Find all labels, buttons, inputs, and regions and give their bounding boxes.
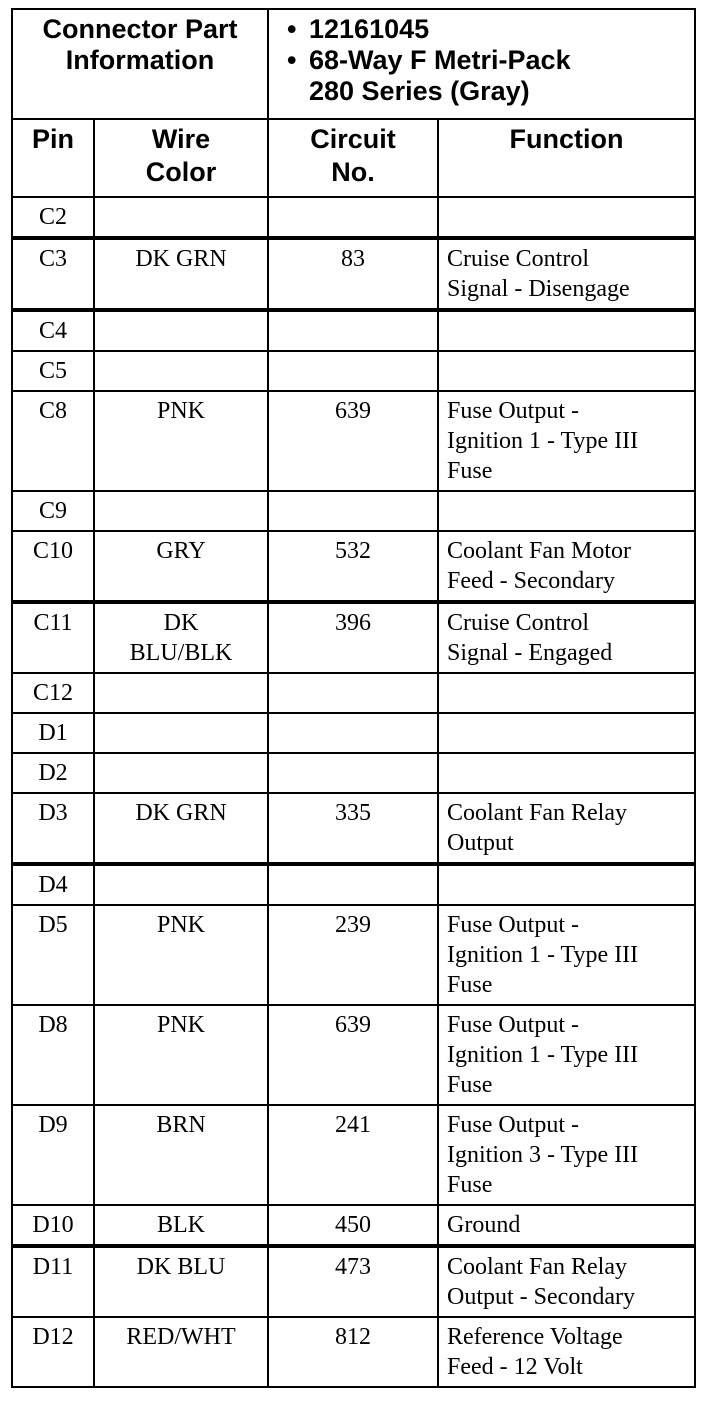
wire-color-cell <box>94 673 268 713</box>
circuit-cell: 473 <box>268 1246 438 1317</box>
pin-cell: C8 <box>12 391 94 491</box>
wire-color-line: PNK <box>156 1012 205 1038</box>
part-number: 12161045 <box>309 14 430 44</box>
pin-cell: C5 <box>12 351 94 391</box>
circuit-cell: 241 <box>268 1105 438 1205</box>
circuit-cell <box>268 491 438 531</box>
circuit-cell: 335 <box>268 793 438 864</box>
function-line: Output - Secondary <box>447 1284 635 1310</box>
function-cell <box>438 864 695 905</box>
function-line: Coolant Fan Motor <box>447 538 631 564</box>
function-cell <box>438 793 695 864</box>
circuit-cell <box>268 753 438 793</box>
pin-cell: D5 <box>12 905 94 1005</box>
connector-desc-line <box>287 45 694 76</box>
wire-color-line <box>95 316 267 346</box>
pin-cell: D4 <box>12 864 94 905</box>
connector-label-line2: Information <box>65 45 215 75</box>
function-cell <box>438 1246 695 1317</box>
wire-color-cell <box>94 602 268 673</box>
col-header-function: Function <box>438 119 695 197</box>
function-line: Fuse <box>447 972 493 998</box>
function-cell <box>438 713 695 753</box>
table-row <box>12 753 695 793</box>
wire-color-line <box>95 678 267 708</box>
connector-info-value <box>268 9 695 119</box>
table-row <box>12 491 695 531</box>
function-cell <box>438 310 695 351</box>
function-line: Fuse Output - <box>447 1012 579 1038</box>
function-line: Coolant Fan Relay <box>447 1254 627 1280</box>
function-line: Cruise Control <box>447 246 589 272</box>
connector-info-row <box>12 9 695 119</box>
pin-cell: D12 <box>12 1317 94 1387</box>
pin-cell: D2 <box>12 753 94 793</box>
function-line: Fuse Output - <box>447 398 579 424</box>
connector-pinout-table <box>11 8 696 1388</box>
function-line <box>447 316 694 346</box>
function-line: Output <box>447 830 514 856</box>
wire-color-line <box>95 758 267 788</box>
table-row <box>12 238 695 310</box>
wire-color-line <box>95 718 267 748</box>
circuit-cell <box>268 310 438 351</box>
circuit-cell <box>268 673 438 713</box>
pin-cell: C10 <box>12 531 94 602</box>
function-cell <box>438 351 695 391</box>
table-row <box>12 673 695 713</box>
wire-color-cell <box>94 491 268 531</box>
table-row <box>12 310 695 351</box>
circuit-cell <box>268 197 438 238</box>
function-line: Signal - Engaged <box>447 640 613 666</box>
table-row <box>12 713 695 753</box>
wire-color-cell <box>94 864 268 905</box>
wire-color-line: DK GRN <box>135 800 227 826</box>
pin-cell: C3 <box>12 238 94 310</box>
wire-color-cell <box>94 753 268 793</box>
circuit-cell <box>268 351 438 391</box>
function-cell <box>438 391 695 491</box>
circuit-cell: 639 <box>268 1005 438 1105</box>
wire-color-line: DK BLU <box>136 1254 226 1280</box>
column-header-row <box>12 119 695 197</box>
function-line: Ignition 1 - Type III <box>447 1042 639 1068</box>
table-row <box>12 1246 695 1317</box>
function-line: Ignition 1 - Type III <box>447 428 639 454</box>
col-header-pin: Pin <box>12 119 94 197</box>
circuit-cell <box>268 864 438 905</box>
circuit-cell: 83 <box>268 238 438 310</box>
function-line: Coolant Fan Relay <box>447 800 627 826</box>
function-line <box>447 758 694 788</box>
pin-cell: C9 <box>12 491 94 531</box>
function-line: Feed - Secondary <box>447 568 615 594</box>
function-line: Reference Voltage <box>447 1324 623 1350</box>
pin-cell: D1 <box>12 713 94 753</box>
function-cell <box>438 238 695 310</box>
wire-color-cell <box>94 713 268 753</box>
part-number-line <box>287 14 694 45</box>
pin-cell: D9 <box>12 1105 94 1205</box>
table-row <box>12 1205 695 1246</box>
circuit-cell: 812 <box>268 1317 438 1387</box>
connector-desc-2: 280 Series (Gray) <box>309 76 530 106</box>
circuit-cell: 239 <box>268 905 438 1005</box>
function-line: Ground <box>447 1212 521 1238</box>
wire-color-cell <box>94 238 268 310</box>
function-line <box>447 496 694 526</box>
circuit-cell: 450 <box>268 1205 438 1246</box>
function-cell <box>438 1105 695 1205</box>
table-row <box>12 905 695 1005</box>
circuit-cell <box>268 713 438 753</box>
table-row <box>12 351 695 391</box>
wire-color-cell <box>94 1317 268 1387</box>
table-row <box>12 793 695 864</box>
function-line <box>447 202 694 232</box>
function-cell <box>438 1205 695 1246</box>
table-row <box>12 864 695 905</box>
wire-color-line: BRN <box>156 1112 206 1138</box>
table-row <box>12 1005 695 1105</box>
function-line <box>447 678 694 708</box>
function-line <box>447 870 694 900</box>
bullet-icon: • <box>287 45 297 75</box>
connector-label-line1: Connector Part <box>42 14 238 44</box>
circuit-cell: 532 <box>268 531 438 602</box>
wire-color-line <box>95 356 267 386</box>
wire-color-cell <box>94 793 268 864</box>
wire-color-cell <box>94 905 268 1005</box>
function-cell <box>438 753 695 793</box>
table-row <box>12 391 695 491</box>
function-cell <box>438 491 695 531</box>
wire-color-line: RED/WHT <box>126 1324 236 1350</box>
wire-color-cell <box>94 531 268 602</box>
table-row <box>12 531 695 602</box>
function-line <box>447 356 694 386</box>
wire-color-cell <box>94 1005 268 1105</box>
wire-color-line: DK GRN <box>135 246 227 272</box>
wire-color-line: BLU/BLK <box>129 640 233 666</box>
pin-cell: D11 <box>12 1246 94 1317</box>
bullet-icon: • <box>287 14 297 44</box>
circuit-cell: 396 <box>268 602 438 673</box>
table-row <box>12 197 695 238</box>
wire-color-cell <box>94 310 268 351</box>
function-cell <box>438 602 695 673</box>
wire-color-cell <box>94 1205 268 1246</box>
col-header-wire-color: Wire Color <box>94 119 268 197</box>
wire-color-cell <box>94 351 268 391</box>
wire-color-line: GRY <box>156 538 206 564</box>
pin-cell: D10 <box>12 1205 94 1246</box>
pin-cell: C2 <box>12 197 94 238</box>
function-line: Fuse <box>447 1072 493 1098</box>
wire-color-line: BLK <box>157 1212 205 1238</box>
wire-color-line: DK <box>163 610 199 636</box>
wire-color-line <box>95 496 267 526</box>
function-line: Fuse <box>447 458 493 484</box>
wire-color-line <box>95 870 267 900</box>
function-line: Fuse Output - <box>447 1112 579 1138</box>
function-line: Fuse Output - <box>447 912 579 938</box>
connector-info-label <box>12 9 268 119</box>
wire-color-cell <box>94 391 268 491</box>
wire-color-line: PNK <box>156 398 205 424</box>
wire-color-cell <box>94 1246 268 1317</box>
function-line: Signal - Disengage <box>447 276 630 302</box>
table-row <box>12 1105 695 1205</box>
pin-cell: C12 <box>12 673 94 713</box>
circuit-cell: 639 <box>268 391 438 491</box>
table-row <box>12 602 695 673</box>
function-line: Cruise Control <box>447 610 589 636</box>
wire-color-line <box>95 202 267 232</box>
pin-cell: D8 <box>12 1005 94 1105</box>
table-row <box>12 1317 695 1387</box>
function-cell <box>438 531 695 602</box>
pin-cell: C4 <box>12 310 94 351</box>
function-cell <box>438 1317 695 1387</box>
function-cell <box>438 905 695 1005</box>
wire-color-line: PNK <box>156 912 205 938</box>
function-line: Feed - 12 Volt <box>447 1354 583 1380</box>
function-cell <box>438 673 695 713</box>
connector-desc-1: 68-Way F Metri-Pack <box>309 45 571 75</box>
col-header-circuit: Circuit No. <box>268 119 438 197</box>
pin-cell: D3 <box>12 793 94 864</box>
wire-color-cell <box>94 1105 268 1205</box>
wire-color-cell <box>94 197 268 238</box>
pin-cell: C11 <box>12 602 94 673</box>
function-line <box>447 718 694 748</box>
function-cell <box>438 197 695 238</box>
function-line: Ignition 3 - Type III <box>447 1142 639 1168</box>
function-line: Ignition 1 - Type III <box>447 942 639 968</box>
function-cell <box>438 1005 695 1105</box>
function-line: Fuse <box>447 1172 493 1198</box>
